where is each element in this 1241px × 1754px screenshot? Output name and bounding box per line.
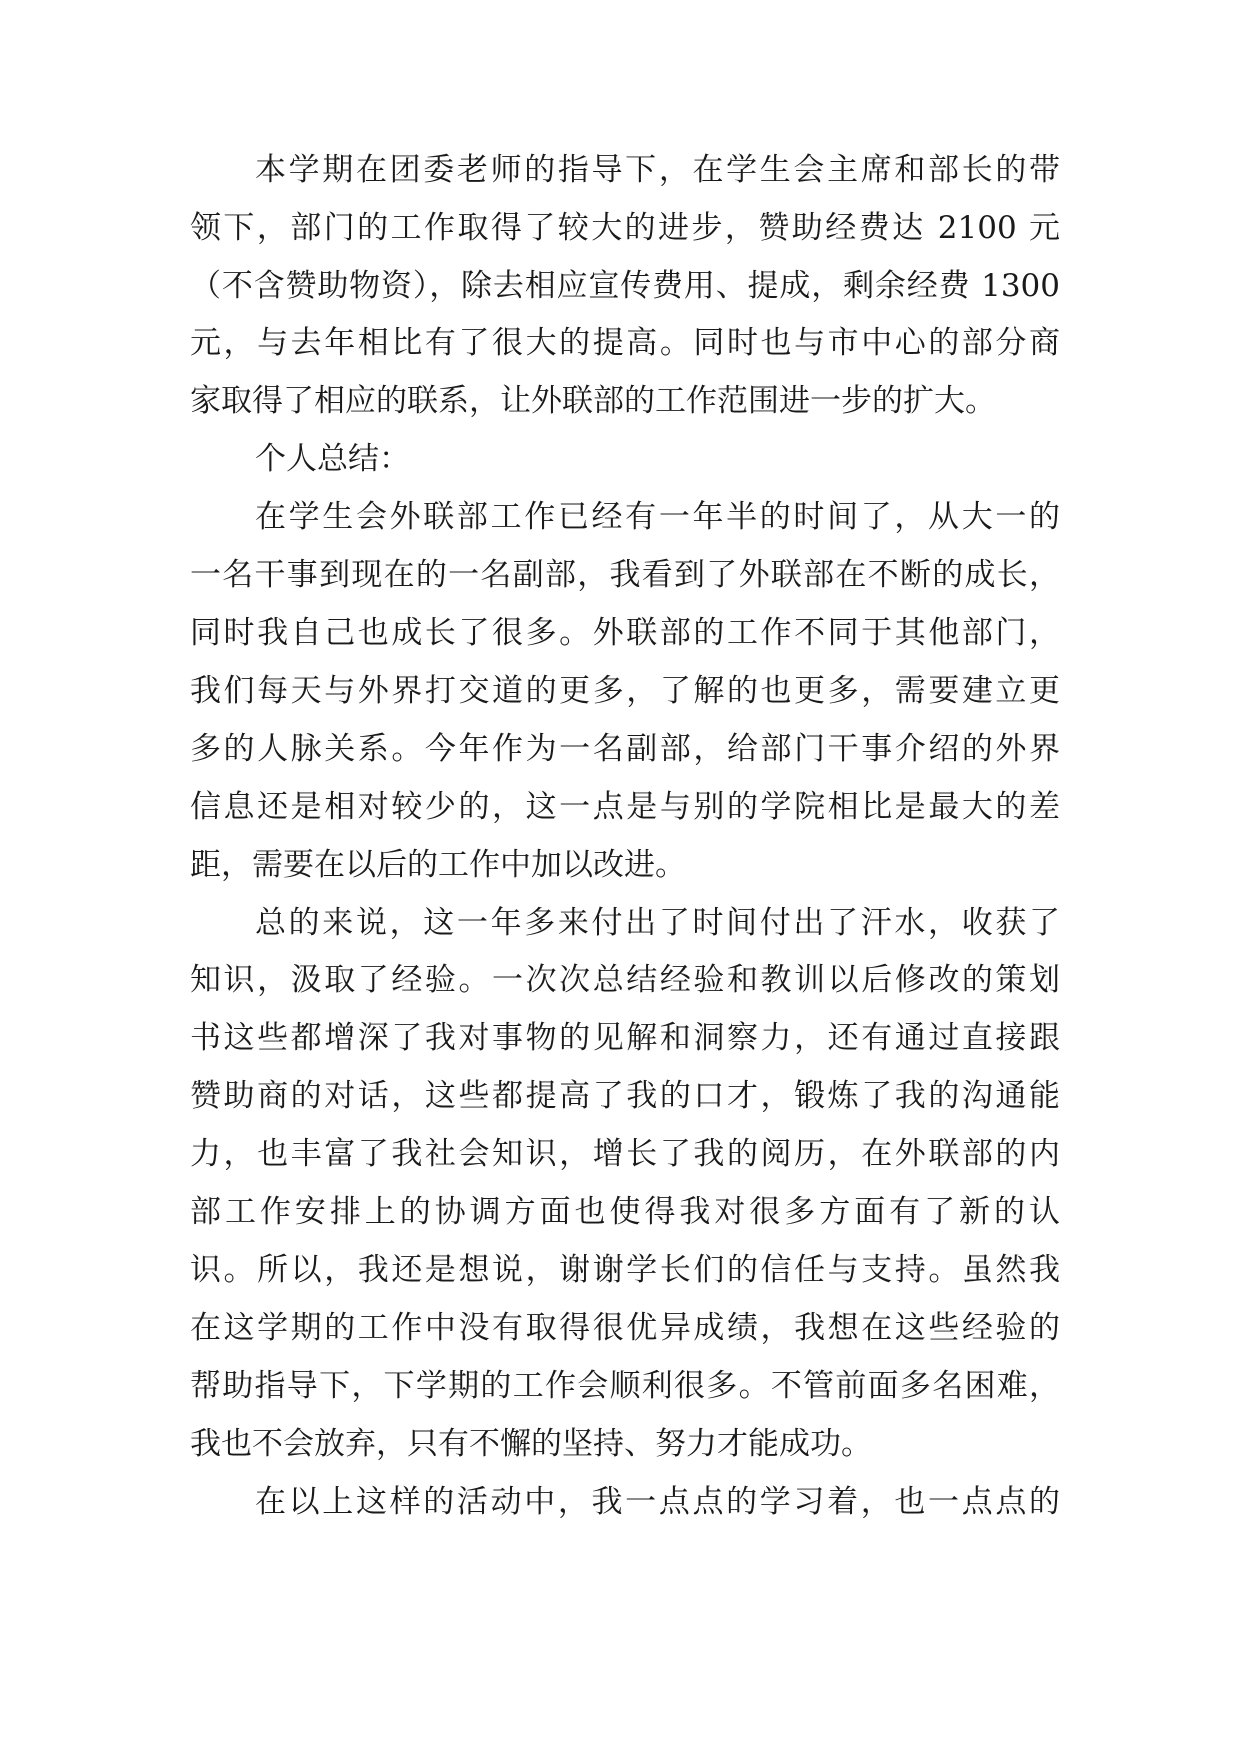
paragraph-3-line: 力，也丰富了我社会知识，增长了我的阅历，在外联部的内 bbox=[190, 1136, 1060, 1172]
section-heading-personal-summary: 个人总结： bbox=[255, 441, 410, 477]
paragraph-3-line: 总的来说，这一年多来付出了时间付出了汗水，收获了 bbox=[255, 905, 1060, 941]
paragraph-1-line: 本学期在团委老师的指导下，在学生会主席和部长的带 bbox=[255, 152, 1060, 188]
paragraph-1-line: 家取得了相应的联系，让外联部的工作范围进一步的扩大。 bbox=[190, 383, 996, 419]
paragraph-2-line: 信息还是相对较少的，这一点是与别的学院相比是最大的差 bbox=[190, 789, 1060, 825]
paragraph-3-line: 知识，汲取了经验。一次次总结经验和教训以后修改的策划 bbox=[190, 962, 1060, 998]
paragraph-1-line: （不含赞助物资），除去相应宣传费用、提成，剩余经费 1300 bbox=[190, 268, 1060, 304]
paragraph-3-line: 识。所以，我还是想说，谢谢学长们的信任与支持。虽然我 bbox=[190, 1252, 1060, 1288]
paragraph-2-line: 我们每天与外界打交道的更多，了解的也更多，需要建立更 bbox=[190, 673, 1060, 709]
paragraph-3-line: 我也不会放弃，只有不懈的坚持、努力才能成功。 bbox=[190, 1426, 872, 1462]
paragraph-2-line: 同时我自己也成长了很多。外联部的工作不同于其他部门， bbox=[190, 615, 1060, 651]
paragraph-2-line: 在学生会外联部工作已经有一年半的时间了，从大一的 bbox=[255, 499, 1060, 535]
paragraph-2-line: 距，需要在以后的工作中加以改进。 bbox=[190, 847, 686, 883]
paragraph-4-line: 在以上这样的活动中，我一点点的学习着，也一点点的 bbox=[255, 1484, 1060, 1520]
paragraph-3-line: 赞助商的对话，这些都提高了我的口才，锻炼了我的沟通能 bbox=[190, 1078, 1060, 1114]
paragraph-2-line: 多的人脉关系。今年作为一名副部，给部门干事介绍的外界 bbox=[190, 731, 1060, 767]
paragraph-1-line: 领下，部门的工作取得了较大的进步，赞助经费达 2100 元 bbox=[190, 210, 1060, 246]
paragraph-3-line: 帮助指导下，下学期的工作会顺利很多。不管前面多名困难， bbox=[190, 1368, 1060, 1404]
paragraph-2-line: 一名干事到现在的一名副部，我看到了外联部在不断的成长， bbox=[190, 557, 1060, 593]
paragraph-3-line: 在这学期的工作中没有取得很优异成绩，我想在这些经验的 bbox=[190, 1310, 1060, 1346]
paragraph-3-line: 部工作安排上的协调方面也使得我对很多方面有了新的认 bbox=[190, 1194, 1060, 1230]
paragraph-1-line: 元，与去年相比有了很大的提高。同时也与市中心的部分商 bbox=[190, 325, 1060, 361]
paragraph-3-line: 书这些都增深了我对事物的见解和洞察力，还有通过直接跟 bbox=[190, 1020, 1060, 1056]
